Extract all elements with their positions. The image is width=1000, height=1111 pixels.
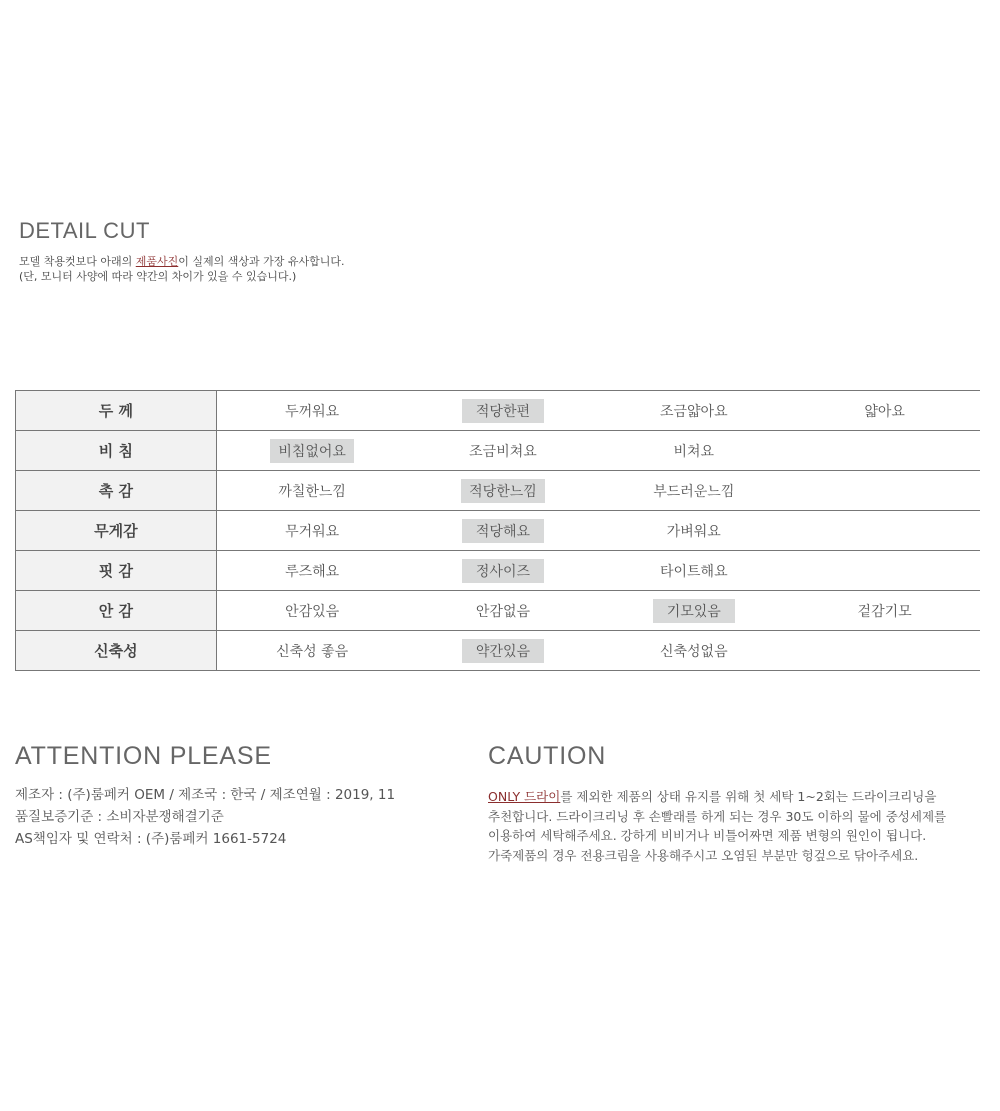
spec-option: 안감없음 bbox=[475, 603, 531, 620]
detail-cut-description bbox=[19, 254, 345, 284]
caution-line-4: 가죽제품의 경우 전용크림을 사용해주시고 오염된 부분만 헝겊으로 닦아주세요. bbox=[488, 847, 919, 863]
caution-body bbox=[488, 787, 968, 865]
spec-option-cell bbox=[789, 551, 980, 591]
spec-option: 안감있음 bbox=[285, 603, 340, 620]
spec-option-selected: 정사이즈 bbox=[462, 559, 544, 583]
spec-option-cell bbox=[216, 391, 407, 431]
spec-option: 부드러운느낌 bbox=[653, 483, 735, 500]
spec-option: 조금비쳐요 bbox=[469, 443, 537, 460]
spec-option-cell bbox=[216, 511, 407, 551]
spec-option-cell bbox=[216, 471, 407, 511]
detail-cut-title: DETAIL CUT bbox=[19, 218, 150, 243]
manufacturer-info: 제조자 : (주)룸페커 OEM / 제조국 : 한국 / 제조연월 : 2019, 11 bbox=[15, 787, 396, 803]
caution-line-3: 이용하여 세탁해주세요. 강하게 비비거나 비틀어짜면 제품 변형의 원인이 됩니다. bbox=[488, 828, 927, 843]
spec-option-selected: 적당한편 bbox=[462, 399, 544, 423]
spec-option: 신축성 좋음 bbox=[276, 643, 349, 660]
spec-row bbox=[16, 631, 981, 671]
spec-option-cell bbox=[408, 471, 599, 511]
spec-option: 무거워요 bbox=[285, 523, 340, 540]
caution-line-1 bbox=[488, 787, 968, 807]
spec-option-selected: 적당해요 bbox=[462, 519, 544, 543]
spec-option-cell bbox=[789, 431, 980, 471]
spec-row bbox=[16, 551, 981, 591]
spec-row-label: 비 침 bbox=[16, 431, 217, 471]
spec-option-cell bbox=[598, 551, 789, 591]
spec-option-cell bbox=[408, 511, 599, 551]
spec-row-label: 핏 감 bbox=[16, 551, 217, 591]
spec-option-selected: 약간있음 bbox=[462, 639, 544, 663]
spec-row-label: 무게감 bbox=[16, 511, 217, 551]
spec-option: 조금얇아요 bbox=[659, 403, 728, 420]
as-contact-info: AS책임자 및 연락처 : (주)룸페커 1661-5724 bbox=[15, 831, 287, 847]
caution-section bbox=[488, 742, 968, 865]
spec-option-cell bbox=[216, 631, 407, 671]
product-spec-table bbox=[15, 390, 980, 671]
spec-option: 루즈해요 bbox=[285, 563, 340, 580]
spec-option-cell bbox=[598, 391, 789, 431]
spec-option: 두꺼워요 bbox=[285, 403, 340, 420]
only-dry-highlight: ONLY 드라이 bbox=[488, 789, 561, 804]
spec-option-cell bbox=[789, 471, 980, 511]
spec-option-cell bbox=[408, 391, 599, 431]
spec-row bbox=[16, 591, 981, 631]
product-photo-highlight: 제품사진 bbox=[135, 255, 179, 268]
spec-row bbox=[16, 511, 981, 551]
spec-option-cell bbox=[789, 631, 980, 671]
attention-section bbox=[15, 742, 395, 850]
spec-option: 겉감기모 bbox=[857, 603, 912, 620]
spec-option-selected: 기모있음 bbox=[653, 599, 735, 623]
spec-option: 타이트해요 bbox=[659, 563, 728, 580]
detail-desc-line-2: (단, 모니터 사양에 따라 약간의 차이가 있을 수 있습니다.) bbox=[19, 270, 297, 283]
spec-option-cell bbox=[408, 551, 599, 591]
spec-option-cell bbox=[598, 431, 789, 471]
caution-text: 를 제외한 제품의 상태 유지를 위해 첫 세탁 1~2회는 드라이크리닝을 bbox=[560, 789, 937, 804]
caution-title: CAUTION bbox=[488, 742, 607, 770]
detail-cut-section bbox=[19, 218, 345, 284]
attention-title: ATTENTION PLEASE bbox=[15, 742, 272, 770]
spec-row-label: 촉 감 bbox=[16, 471, 217, 511]
spec-option-cell bbox=[598, 511, 789, 551]
spec-option-cell bbox=[408, 591, 599, 631]
spec-option: 얇아요 bbox=[864, 403, 905, 420]
spec-option-cell bbox=[598, 631, 789, 671]
spec-option-cell bbox=[216, 431, 407, 471]
spec-row bbox=[16, 431, 981, 471]
spec-option: 까칠한느낌 bbox=[278, 483, 346, 500]
spec-row-label: 신축성 bbox=[16, 631, 217, 671]
spec-option-cell bbox=[408, 431, 599, 471]
spec-row bbox=[16, 391, 981, 431]
spec-row-label: 두 께 bbox=[16, 391, 217, 431]
spec-option: 신축성없음 bbox=[659, 643, 728, 660]
caution-line-2: 추천합니다. 드라이크리닝 후 손빨래를 하게 되는 경우 30도 이하의 물에 중성세제를 bbox=[488, 808, 947, 824]
quality-standard-info: 품질보증기준 : 소비자분쟁해결기준 bbox=[15, 809, 224, 825]
spec-option-cell bbox=[216, 591, 407, 631]
spec-option-selected: 비침없어요 bbox=[270, 439, 354, 463]
spec-option-selected: 적당한느낌 bbox=[461, 479, 545, 503]
attention-lines bbox=[15, 784, 395, 850]
spec-option-cell bbox=[789, 511, 980, 551]
detail-desc-text: 모델 착용컷보다 아래의 bbox=[19, 255, 136, 268]
detail-desc-line-1 bbox=[19, 254, 345, 269]
spec-option-cell bbox=[789, 591, 980, 631]
spec-option-cell bbox=[216, 551, 407, 591]
spec-option-cell bbox=[598, 591, 789, 631]
spec-row-label: 안 감 bbox=[16, 591, 217, 631]
spec-option-cell bbox=[598, 471, 789, 511]
detail-desc-text: 이 실제의 색상과 가장 유사합니다. bbox=[178, 255, 345, 268]
spec-option: 가벼워요 bbox=[666, 523, 721, 540]
spec-row bbox=[16, 471, 981, 511]
spec-option: 비쳐요 bbox=[673, 443, 715, 460]
spec-option-cell bbox=[789, 391, 980, 431]
spec-option-cell bbox=[408, 631, 599, 671]
